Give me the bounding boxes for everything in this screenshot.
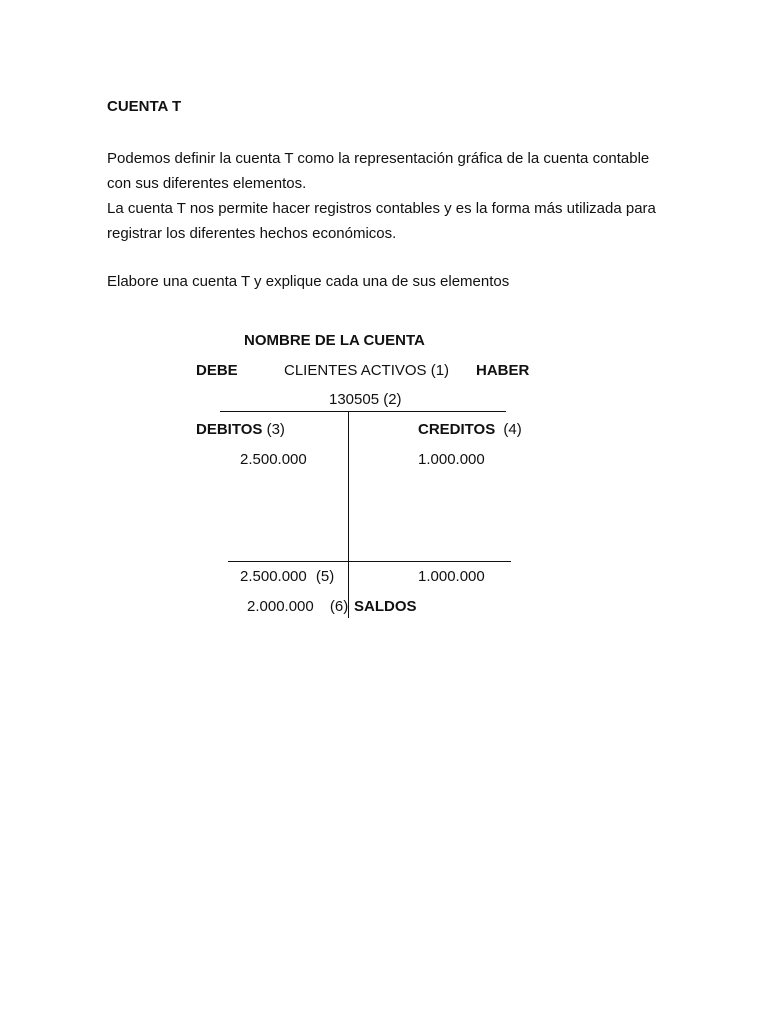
debit-total-ref: (5) (315, 568, 335, 585)
credit-entry: 1.000.000 (418, 451, 485, 468)
creditos-ref: (4) (503, 421, 522, 438)
balance (247, 598, 348, 615)
intro-line-2: con sus diferentes elementos. (107, 175, 307, 192)
t-top-line (220, 411, 506, 412)
debitos-label: DEBITOS (196, 421, 263, 438)
haber-label: HABER (476, 362, 530, 379)
debe-label: DEBE (196, 362, 238, 379)
intro-line-4: registrar los diferentes hechos económicos. (107, 225, 397, 242)
intro-paragraph (107, 146, 707, 246)
t-account-heading: NOMBRE DE LA CUENTA (244, 332, 425, 349)
debitos-ref: (3) (266, 421, 285, 438)
intro-line-1: Podemos definir la cuenta T como la representación gráfica de la cuenta contable (107, 150, 650, 167)
t-vertical-line (348, 411, 349, 618)
t-totals-line (228, 561, 511, 562)
debitos-header (196, 421, 285, 438)
saldos-label: SALDOS (354, 598, 417, 615)
intro-line-3: La cuenta T nos permite hacer registros contables y es la forma más utilizada para (107, 200, 656, 217)
account-code: 130505 (2) (329, 391, 402, 408)
creditos-label: CREDITOS (418, 421, 496, 438)
balance-ref: (6) (329, 598, 349, 615)
document-title: CUENTA T (107, 98, 182, 115)
credit-total: 1.000.000 (418, 568, 485, 585)
balance-value: 2.000.000 (247, 598, 314, 615)
instruction-text: Elabore una cuenta T y explique cada una de sus elementos (107, 273, 510, 290)
account-name: CLIENTES ACTIVOS (1) (284, 362, 450, 379)
debit-total-value: 2.500.000 (240, 568, 307, 585)
debit-total (240, 568, 334, 585)
creditos-header (418, 421, 522, 438)
debit-entry: 2.500.000 (240, 451, 307, 468)
